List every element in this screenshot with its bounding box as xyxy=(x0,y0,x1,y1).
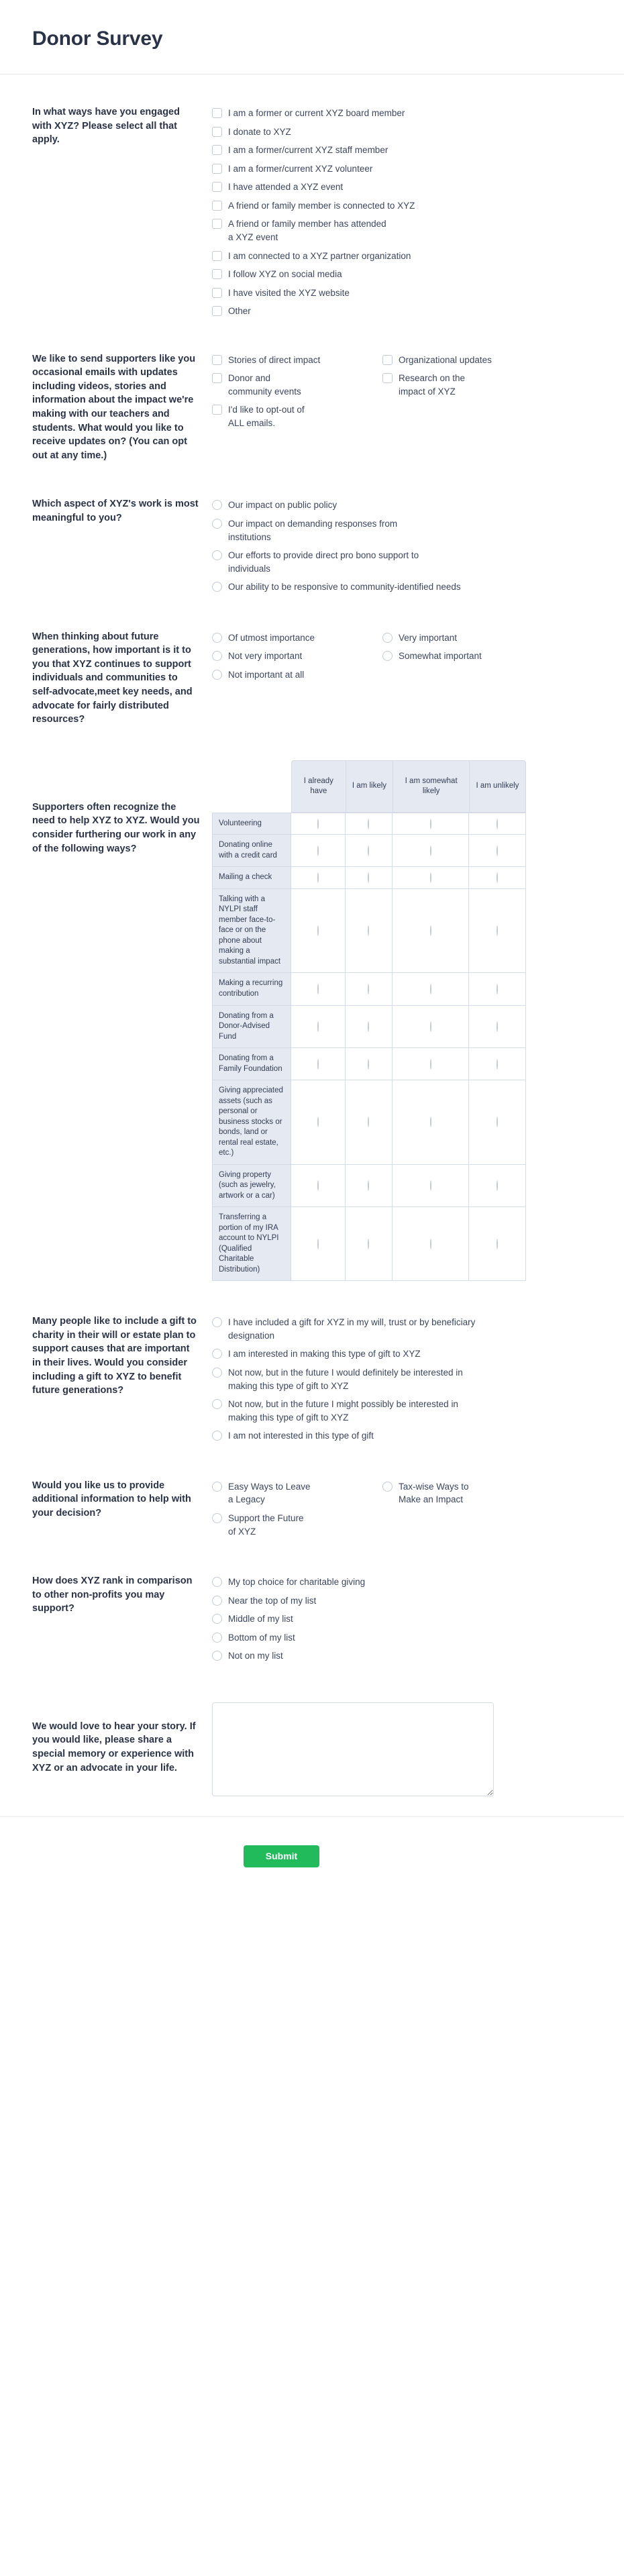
radio-icon[interactable] xyxy=(497,1117,498,1127)
matrix-cell-0-0[interactable] xyxy=(291,813,345,835)
radio-icon[interactable] xyxy=(430,925,431,936)
radio-icon[interactable] xyxy=(212,633,222,643)
radio-icon[interactable] xyxy=(368,925,369,936)
option-label: A friend or family member is connected to XYZ xyxy=(228,200,415,211)
engagement-option-10[interactable] xyxy=(212,302,597,321)
matrix-cell-9-2[interactable] xyxy=(393,1207,468,1281)
matrix-cell-1-2[interactable] xyxy=(393,835,468,867)
matrix-cell-8-0[interactable] xyxy=(291,1165,345,1208)
option-label: Other xyxy=(228,306,251,317)
radio-icon[interactable] xyxy=(430,984,431,994)
matrix-cell-4-3[interactable] xyxy=(469,973,526,1005)
engagement-option-0[interactable] xyxy=(212,104,597,123)
checkbox-icon[interactable] xyxy=(382,373,393,383)
question-additional-info xyxy=(0,1478,624,1541)
radio-icon[interactable] xyxy=(430,1180,431,1191)
option-label: I follow XYZ on social media xyxy=(228,269,342,280)
matrix-cell-0-1[interactable] xyxy=(346,813,393,835)
matrix-cell-0-2[interactable] xyxy=(393,813,468,835)
radio-icon[interactable] xyxy=(430,872,431,883)
option-label: Tax-wise Ways to Make an Impact xyxy=(399,1481,469,1505)
option-label: I am a former or current XYZ board member xyxy=(228,108,405,118)
question-ranking xyxy=(0,1573,624,1665)
matrix-cell-1-3[interactable] xyxy=(469,835,526,867)
question-planned-gift-label: Many people like to include a gift to charity in their will or estate plan to support causes that are important in their lives. Would you consider including a gift to XYZ to benefit future generations? xyxy=(32,1316,197,1396)
radio-icon[interactable] xyxy=(317,984,319,994)
radio-icon[interactable] xyxy=(497,819,498,829)
matrix-cell-4-2[interactable] xyxy=(393,973,468,1005)
checkbox-icon[interactable] xyxy=(212,373,222,383)
radio-icon[interactable] xyxy=(430,845,431,856)
checkbox-icon[interactable] xyxy=(212,182,222,192)
radio-icon[interactable] xyxy=(382,651,393,661)
option-label: I donate to XYZ xyxy=(228,126,291,137)
option-label: Bottom of my list xyxy=(228,1632,295,1643)
matrix-cell-2-3[interactable] xyxy=(469,867,526,889)
radio-icon[interactable] xyxy=(212,500,222,510)
option-label: Our efforts to provide direct pro bono support to individuals xyxy=(228,550,419,574)
question-updates xyxy=(0,351,624,463)
engagement-option-8[interactable] xyxy=(212,265,597,284)
additional-info-option-1[interactable] xyxy=(382,1478,493,1509)
matrix-cell-1-1[interactable] xyxy=(346,835,393,867)
checkbox-icon[interactable] xyxy=(212,288,222,298)
ranking-option-0[interactable] xyxy=(212,1573,597,1592)
question-meaningful xyxy=(0,496,624,596)
option-label: Not now, but in the future I would definitely be interested in making this type of gift to XYZ xyxy=(228,1368,463,1391)
radio-icon[interactable] xyxy=(317,1180,319,1191)
question-further-work xyxy=(0,760,624,1282)
radio-icon[interactable] xyxy=(368,984,369,994)
matrix-column-header-1: I am likely xyxy=(346,760,393,813)
checkbox-icon[interactable] xyxy=(212,251,222,261)
matrix-column-header-0: I already have xyxy=(291,760,345,813)
matrix-cell-3-1[interactable] xyxy=(346,889,393,974)
matrix-row xyxy=(212,889,526,974)
matrix-row-label-6: Donating from a Family Foundation xyxy=(212,1048,291,1080)
matrix-cell-5-2[interactable] xyxy=(393,1006,468,1049)
matrix-cell-9-3[interactable] xyxy=(469,1207,526,1281)
meaningful-option-list xyxy=(212,496,597,596)
question-further-work-label: Supporters often recognize the need to help XYZ to XYZ. Would you consider furthering our work in any of the following ways? xyxy=(32,801,200,854)
option-label: Stories of direct impact xyxy=(228,354,321,365)
meaningful-option-1[interactable] xyxy=(212,515,433,546)
option-label: A friend or family member has attended a XYZ event xyxy=(228,219,386,242)
question-story xyxy=(0,1702,624,1796)
planned-gift-option-0[interactable] xyxy=(212,1313,486,1345)
question-engagement-label: In what ways have you engaged with XYZ? Please select all that apply. xyxy=(32,107,180,146)
matrix-row xyxy=(212,1006,526,1049)
radio-icon[interactable] xyxy=(317,845,319,856)
matrix-row-label-4: Making a recurring contribution xyxy=(212,973,291,1005)
ranking-option-1[interactable] xyxy=(212,1592,597,1610)
submit-button[interactable]: Submit xyxy=(244,1845,319,1867)
option-label: I have included a gift for XYZ in my will, trust or by beneficiary designation xyxy=(228,1317,476,1341)
option-label: Not very important xyxy=(228,651,303,662)
radio-icon[interactable] xyxy=(317,1021,319,1032)
radio-icon[interactable] xyxy=(212,1513,222,1523)
radio-icon[interactable] xyxy=(368,845,369,856)
matrix-column-header-2: I am somewhat likely xyxy=(393,760,468,813)
radio-icon[interactable] xyxy=(430,819,431,829)
checkbox-icon[interactable] xyxy=(212,127,222,137)
matrix-cell-5-0[interactable] xyxy=(291,1006,345,1049)
radio-icon[interactable] xyxy=(497,1180,498,1191)
option-label: Somewhat important xyxy=(399,651,482,662)
radio-icon[interactable] xyxy=(368,1059,369,1070)
matrix-row-label-2: Mailing a check xyxy=(212,867,291,889)
updates-option-4[interactable] xyxy=(212,401,313,432)
option-label: I have attended a XYZ event xyxy=(228,182,344,193)
matrix-cell-8-3[interactable] xyxy=(469,1165,526,1208)
question-planned-gift xyxy=(0,1313,624,1445)
matrix-cell-4-0[interactable] xyxy=(291,973,345,1005)
option-label: Our impact on public policy xyxy=(228,500,337,511)
option-label: I am interested in making this type of gift to XYZ xyxy=(228,1349,421,1359)
matrix-column-header-3: I am unlikely xyxy=(469,760,526,813)
additional-info-option-0[interactable] xyxy=(212,1478,314,1509)
matrix-cell-3-3[interactable] xyxy=(469,889,526,974)
question-meaningful-label: Which aspect of XYZ's work is most meaningful to you? xyxy=(32,499,199,523)
radio-icon[interactable] xyxy=(212,1577,222,1587)
option-label: Near the top of my list xyxy=(228,1595,317,1606)
radio-icon[interactable] xyxy=(497,845,498,856)
option-label: I am not interested in this type of gift xyxy=(228,1431,374,1441)
engagement-option-list xyxy=(212,104,597,321)
future-generations-option-2[interactable] xyxy=(212,647,382,666)
updates-option-1[interactable] xyxy=(382,351,597,370)
option-label: I am connected to a XYZ partner organization xyxy=(228,250,411,261)
question-engagement xyxy=(0,104,624,321)
radio-icon[interactable] xyxy=(212,1349,222,1359)
matrix-cell-8-2[interactable] xyxy=(393,1165,468,1208)
radio-icon[interactable] xyxy=(497,1059,498,1070)
checkbox-icon[interactable] xyxy=(212,145,222,155)
future-generations-option-0[interactable] xyxy=(212,629,382,648)
engagement-option-3[interactable] xyxy=(212,160,597,178)
question-additional-info-label: Would you like us to provide additional information to help with your decision? xyxy=(32,1480,191,1518)
matrix-cell-6-2[interactable] xyxy=(393,1048,468,1080)
radio-icon[interactable] xyxy=(497,1021,498,1032)
matrix-cell-6-0[interactable] xyxy=(291,1048,345,1080)
matrix-cell-3-2[interactable] xyxy=(393,889,468,974)
matrix-row-label-0: Volunteering xyxy=(212,813,291,835)
radio-icon[interactable] xyxy=(317,925,319,936)
radio-icon[interactable] xyxy=(317,819,319,829)
radio-icon[interactable] xyxy=(368,1117,369,1127)
checkbox-icon[interactable] xyxy=(212,108,222,118)
radio-icon[interactable] xyxy=(497,984,498,994)
matrix-cell-7-3[interactable] xyxy=(469,1080,526,1165)
further-work-matrix xyxy=(212,760,526,1282)
ranking-option-list xyxy=(212,1573,597,1665)
matrix-row-label-3: Talking with a NYLPI staff member face-to-face or on the phone about making a substantial impact xyxy=(212,889,291,974)
radio-icon[interactable] xyxy=(212,1368,222,1378)
question-story-label: We would love to hear your story. If you would like, please share a special memory or experience with XYZ or an advocate in your life. xyxy=(32,1720,196,1773)
future-generations-option-1[interactable] xyxy=(382,629,597,648)
radio-icon[interactable] xyxy=(212,1431,222,1441)
updates-option-grid xyxy=(212,351,597,433)
question-future-generations-label: When thinking about future generations, how important is it to you that XYZ continues to support individuals and communities to self-advocate,meet key needs, and advocate for fairly distributed resources? xyxy=(32,631,193,725)
option-label: My top choice for charitable giving xyxy=(228,1577,366,1588)
matrix-cell-1-0[interactable] xyxy=(291,835,345,867)
matrix-cell-5-1[interactable] xyxy=(346,1006,393,1049)
planned-gift-option-1[interactable] xyxy=(212,1345,597,1363)
radio-icon[interactable] xyxy=(212,1596,222,1606)
matrix-cell-4-1[interactable] xyxy=(346,973,393,1005)
option-label: Not important at all xyxy=(228,669,305,680)
matrix-cell-9-0[interactable] xyxy=(291,1207,345,1281)
matrix-cell-2-0[interactable] xyxy=(291,867,345,889)
radio-icon[interactable] xyxy=(317,1059,319,1070)
planned-gift-option-2[interactable] xyxy=(212,1363,488,1395)
option-label: Of utmost importance xyxy=(228,632,315,643)
option-label: Organizational updates xyxy=(399,354,492,365)
question-updates-label: We like to send supporters like you occasional emails with updates including videos, stories and information about the impact we're making with our teachers and students. What would you like to receive updates on? (You can opt out at any time.) xyxy=(32,353,196,461)
engagement-option-4[interactable] xyxy=(212,178,597,197)
option-label: Very important xyxy=(399,632,458,643)
radio-icon[interactable] xyxy=(317,872,319,883)
engagement-option-6[interactable] xyxy=(212,215,386,246)
radio-icon[interactable] xyxy=(212,1614,222,1624)
form-footer xyxy=(0,1816,624,1905)
matrix-cell-7-0[interactable] xyxy=(291,1080,345,1165)
option-label: I'd like to opt-out of ALL emails. xyxy=(228,405,305,428)
radio-icon[interactable] xyxy=(368,1180,369,1191)
engagement-option-7[interactable] xyxy=(212,247,597,266)
additional-info-option-grid xyxy=(212,1478,597,1541)
updates-option-2[interactable] xyxy=(212,369,313,401)
radio-icon[interactable] xyxy=(212,1633,222,1643)
radio-icon[interactable] xyxy=(368,1021,369,1032)
matrix-row xyxy=(212,1207,526,1281)
option-label: Easy Ways to Leave a Legacy xyxy=(228,1481,311,1505)
radio-icon[interactable] xyxy=(430,1059,431,1070)
checkbox-icon[interactable] xyxy=(212,405,222,415)
matrix-row xyxy=(212,813,526,835)
question-future-generations xyxy=(0,629,624,727)
matrix-cell-7-2[interactable] xyxy=(393,1080,468,1165)
radio-icon[interactable] xyxy=(212,582,222,592)
engagement-option-1[interactable] xyxy=(212,123,597,142)
page-title: Donor Survey xyxy=(32,28,163,50)
updates-option-3[interactable] xyxy=(382,369,490,401)
matrix-cell-6-1[interactable] xyxy=(346,1048,393,1080)
ranking-option-3[interactable] xyxy=(212,1629,597,1647)
matrix-row-label-7: Giving appreciated assets (such as personal or business stocks or bonds, land or rental real estate, etc.) xyxy=(212,1080,291,1165)
option-label: Middle of my list xyxy=(228,1614,293,1625)
matrix-cell-8-1[interactable] xyxy=(346,1165,393,1208)
radio-icon[interactable] xyxy=(212,1651,222,1661)
radio-icon[interactable] xyxy=(368,872,369,883)
radio-icon[interactable] xyxy=(430,1021,431,1032)
matrix-row xyxy=(212,1080,526,1165)
radio-icon[interactable] xyxy=(497,925,498,936)
future-generations-option-3[interactable] xyxy=(382,647,597,666)
option-label: Donor and community events xyxy=(228,373,301,397)
radio-icon[interactable] xyxy=(368,1239,369,1249)
radio-icon[interactable] xyxy=(430,1117,431,1127)
matrix-cell-7-1[interactable] xyxy=(346,1080,393,1165)
story-textarea[interactable] xyxy=(212,1702,494,1796)
matrix-row xyxy=(212,1048,526,1080)
ranking-option-4[interactable] xyxy=(212,1647,597,1665)
radio-icon[interactable] xyxy=(317,1117,319,1127)
question-ranking-label: How does XYZ rank in comparison to other non-profits you may support? xyxy=(32,1576,193,1614)
matrix-row-label-1: Donating online with a credit card xyxy=(212,835,291,867)
matrix-row-label-8: Giving property (such as jewelry, artwork or a car) xyxy=(212,1165,291,1208)
engagement-option-9[interactable] xyxy=(212,284,597,303)
engagement-option-2[interactable] xyxy=(212,141,597,160)
radio-icon[interactable] xyxy=(368,819,369,829)
matrix-cell-5-3[interactable] xyxy=(469,1006,526,1049)
matrix-row xyxy=(212,867,526,889)
option-label: I am a former/current XYZ volunteer xyxy=(228,163,373,174)
radio-icon[interactable] xyxy=(430,1239,431,1249)
matrix-cell-0-3[interactable] xyxy=(469,813,526,835)
matrix-row xyxy=(212,835,526,867)
checkbox-icon[interactable] xyxy=(212,306,222,316)
option-label: Not on my list xyxy=(228,1651,283,1661)
matrix-row-label-5: Donating from a Donor-Advised Fund xyxy=(212,1006,291,1049)
radio-icon[interactable] xyxy=(497,872,498,883)
checkbox-icon[interactable] xyxy=(382,355,393,365)
matrix-cell-9-1[interactable] xyxy=(346,1207,393,1281)
meaningful-option-0[interactable] xyxy=(212,496,597,515)
matrix-row xyxy=(212,973,526,1005)
radio-icon[interactable] xyxy=(382,633,393,643)
radio-icon[interactable] xyxy=(317,1239,319,1249)
radio-icon[interactable] xyxy=(212,1317,222,1327)
engagement-option-5[interactable] xyxy=(212,197,597,215)
checkbox-icon[interactable] xyxy=(212,219,222,229)
planned-gift-option-4[interactable] xyxy=(212,1427,597,1445)
matrix-cell-2-1[interactable] xyxy=(346,867,393,889)
ranking-option-2[interactable] xyxy=(212,1610,597,1629)
meaningful-option-3[interactable] xyxy=(212,578,466,597)
radio-icon[interactable] xyxy=(497,1239,498,1249)
radio-icon[interactable] xyxy=(212,1482,222,1492)
option-label: Research on the impact of XYZ xyxy=(399,373,466,397)
option-label: Our impact on demanding responses from institutions xyxy=(228,518,398,542)
planned-gift-option-3[interactable] xyxy=(212,1395,484,1427)
option-label: Not now, but in the future I might possibly be interested in making this type of gift to XYZ xyxy=(228,1399,458,1423)
checkbox-icon[interactable] xyxy=(212,355,222,365)
meaningful-option-2[interactable] xyxy=(212,546,459,578)
matrix-cell-2-2[interactable] xyxy=(393,867,468,889)
additional-info-option-2[interactable] xyxy=(212,1509,313,1541)
option-label: Support the Future of XYZ xyxy=(228,1512,304,1537)
matrix-row-label-9: Transferring a portion of my IRA account to NYLPI (Qualified Charitable Distribution) xyxy=(212,1207,291,1281)
matrix-cell-6-3[interactable] xyxy=(469,1048,526,1080)
checkbox-icon[interactable] xyxy=(212,269,222,279)
checkbox-icon[interactable] xyxy=(212,201,222,211)
radio-icon[interactable] xyxy=(212,651,222,661)
future-generations-option-grid xyxy=(212,629,597,684)
radio-icon[interactable] xyxy=(212,550,222,560)
radio-icon[interactable] xyxy=(212,519,222,529)
matrix-cell-3-0[interactable] xyxy=(291,889,345,974)
matrix-corner-cell xyxy=(212,760,291,813)
matrix-header-row xyxy=(212,760,526,813)
radio-icon[interactable] xyxy=(212,1399,222,1409)
future-generations-option-4[interactable] xyxy=(212,666,382,684)
planned-gift-option-list xyxy=(212,1313,597,1445)
form-header xyxy=(0,0,624,74)
radio-icon[interactable] xyxy=(212,670,222,680)
updates-option-0[interactable] xyxy=(212,351,382,370)
checkbox-icon[interactable] xyxy=(212,164,222,174)
matrix-row xyxy=(212,1165,526,1208)
option-label: I am a former/current XYZ staff member xyxy=(228,145,388,156)
option-label: I have visited the XYZ website xyxy=(228,287,350,298)
option-label: Our ability to be responsive to community-identified needs xyxy=(228,582,461,593)
radio-icon[interactable] xyxy=(382,1482,393,1492)
